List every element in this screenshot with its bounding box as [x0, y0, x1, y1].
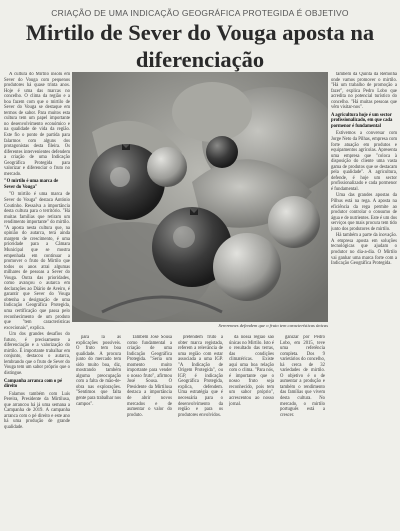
paragraph: Há também a parte da inovação. A empresa aposta em soluções tecnológicas que ajudam o produtor no dia-a-dia. O Mirtilo vai ganhar uma marca forte com a Indicação Geográfica Protegida.: [331, 233, 397, 267]
column-1: [4, 72, 70, 528]
paragraph: para lá as explicações possíveis. O fruto tem boa qualidade. A procura junto do mercado tem sido muito boa, diz, mostrando também alguma preocupação com a falta de mão-de-obra nas explorações. "Sentimos que falta gente para trabalhar nos campos".: [76, 335, 121, 407]
paragraph: pretendem fruto a obter marca registada, referem a relevância de uma região com estar associada a uma IGP. "A Indicação de Origem Protegida", ou IGP, é indicação Geográfica Protegida, explica, defendem. Uma estratégia que é necessária para o desenvolvimento da região e para os produtores envolvidos.: [178, 335, 223, 418]
subheading: Campanha arranca com o pé direito: [4, 378, 63, 390]
subheading: A agricultura hoje é um sector profissionalizado, em que cada pormenor é fundamental: [331, 112, 393, 129]
column-7: [331, 72, 397, 528]
column-6: [280, 335, 325, 528]
paragraph: também da Quinta da Remolha onde vamos promover o mirtilo. "Há um trabalho de promoção a fazer", explica Pedro Lobo que acredita no potencial turístico do concelho. "Há muitas pessoas que vêm visitar-nos".: [331, 72, 397, 111]
blueberry-photo: [72, 72, 328, 322]
paragraph: Um dos grandes desafios do futuro, é precisamente a diferenciação e a valorização do mirtilo. É importante trabalhar em conjunto, destacou o autarca, lembrando que o fruto de Sever do Vouga tem um sabor próprio que o distingue.: [4, 332, 70, 376]
paragraph: A cultura do Mirtilo insolu em Sever do Vouga com pequenos produtores há quase trinta anos. Hoje é uma das marcas no concelho. O clima da região e a boa fazem com que o mirtilo de Sever do Vouga se destaque em termos de sabor. Para muitos esta cultura tem um papel importante no desenvolvimento económico e na qualidade de vida da região. Este fio o ponto de partida para falarmos com alguns dos protagonistas desta fileira. Os diferentes intervenientes defendem a criação de uma Indicação Geográfica Protegida para valorizar e diferenciar o fruto no mercado.: [4, 72, 70, 177]
headline: Mirtilo de Sever do Vouga aposta na diferenciação: [25, 20, 375, 72]
paragraph: ganizar por Pedro Lobo, em 2015, teve uma referência completa. Dos 9 varietários do concelho, há cerca de 32 variedades de mirtilo. O objetivo é o de aumentar a produção e também o rendimento das famílias que vivem desta cultura. No mercado, o mirtilo português está a crescer.: [280, 335, 325, 418]
paragraph: "O mirtilo é uma marca de Sever do Vouga" destaca António Coutinho. Ressalva a importância desta cultura para o território. "Há muitas famílias que retiram um rendimento importante" do mirtilo. "A aposta nesta cultura que, na opinião do autarca, terá ainda margem de crescimento, é uma prioridade para a Câmara Municipal que se mostra empenhada em continuar a promover o fruto do Mirtilo que todos os anos atrai algumas milhares de pessoas a Sever do Vouga. Outra das prioridades, como avançou o autarca em declarações ao Diário de Aveiro, é garantir que Sever do Vouga obtenha a designação de uma Indicação Geográfica Protegida, uma certificação que passa pelo reconhecimento de um produto que "tem características excecionais", explica.: [4, 192, 70, 331]
paragraph: Uma das grandes apostas da Pilhus está na rega. A aposta na eficiência da rega permite ao produtor controlar o consumo de água e de nutrientes. Este é um dos serviços que mais procura tem tido junto dos produtores de mirtilo.: [331, 193, 397, 232]
photo-caption: Sererennes defendem que o fruto tem características únicas: [218, 323, 328, 328]
paragraph: Falamos também com Luís Pereira, Presidente da Mirtilusa, que arrancou há já uma semana a Campanha de 2019. A campanha arranca com o pé direito e este ano há uma produção de grande qualidade.: [4, 391, 70, 430]
subheading: "O mirtilo é uma marca de Sever do Vouga": [4, 179, 59, 190]
paragraph: Estivemos a conversar com Jorge Neto da Pilhas, empresa com forte atuação em produtos e equipamentos agrícolas. Apresenta uma empresa que "coloca à disposição do cliente uma vasta gama de produtos que se destacam pela qualidade". A agricultura, defende, é hoje um sector profissionalizado e cada pormenor é fundamental.: [331, 131, 397, 192]
blueberry-illustration: [72, 72, 328, 322]
paragraph: da nossa região são únicas no Mirtilo. Isto é o resultado das terras, das condições climatéricas. Existe aqui uma boa relação com o clima. "Para nós, é importante que o nosso fruto seja reconhecido, pois tem um sabor próprio", acrescentou ao nosso jornal.: [229, 335, 274, 407]
column-2: [76, 335, 121, 528]
kicker: CRIAÇÃO DE UMA INDICAÇÃO GEOGRÁFICA PROTEGIDA É OBJETIVO: [51, 8, 349, 18]
column-4: [178, 335, 223, 528]
paragraph: Também José Sousa como fundamental a criação de uma Indicação Geográfica Protegida. "Seria um momento muito importante para vender o nosso fruto", afirmou José Sousa. O Presidente da Mirtilusa destaca a importância de abrir novos mercados e de aumentar o valor do produto.: [127, 335, 172, 418]
column-3: [127, 335, 172, 528]
column-5: [229, 335, 274, 528]
